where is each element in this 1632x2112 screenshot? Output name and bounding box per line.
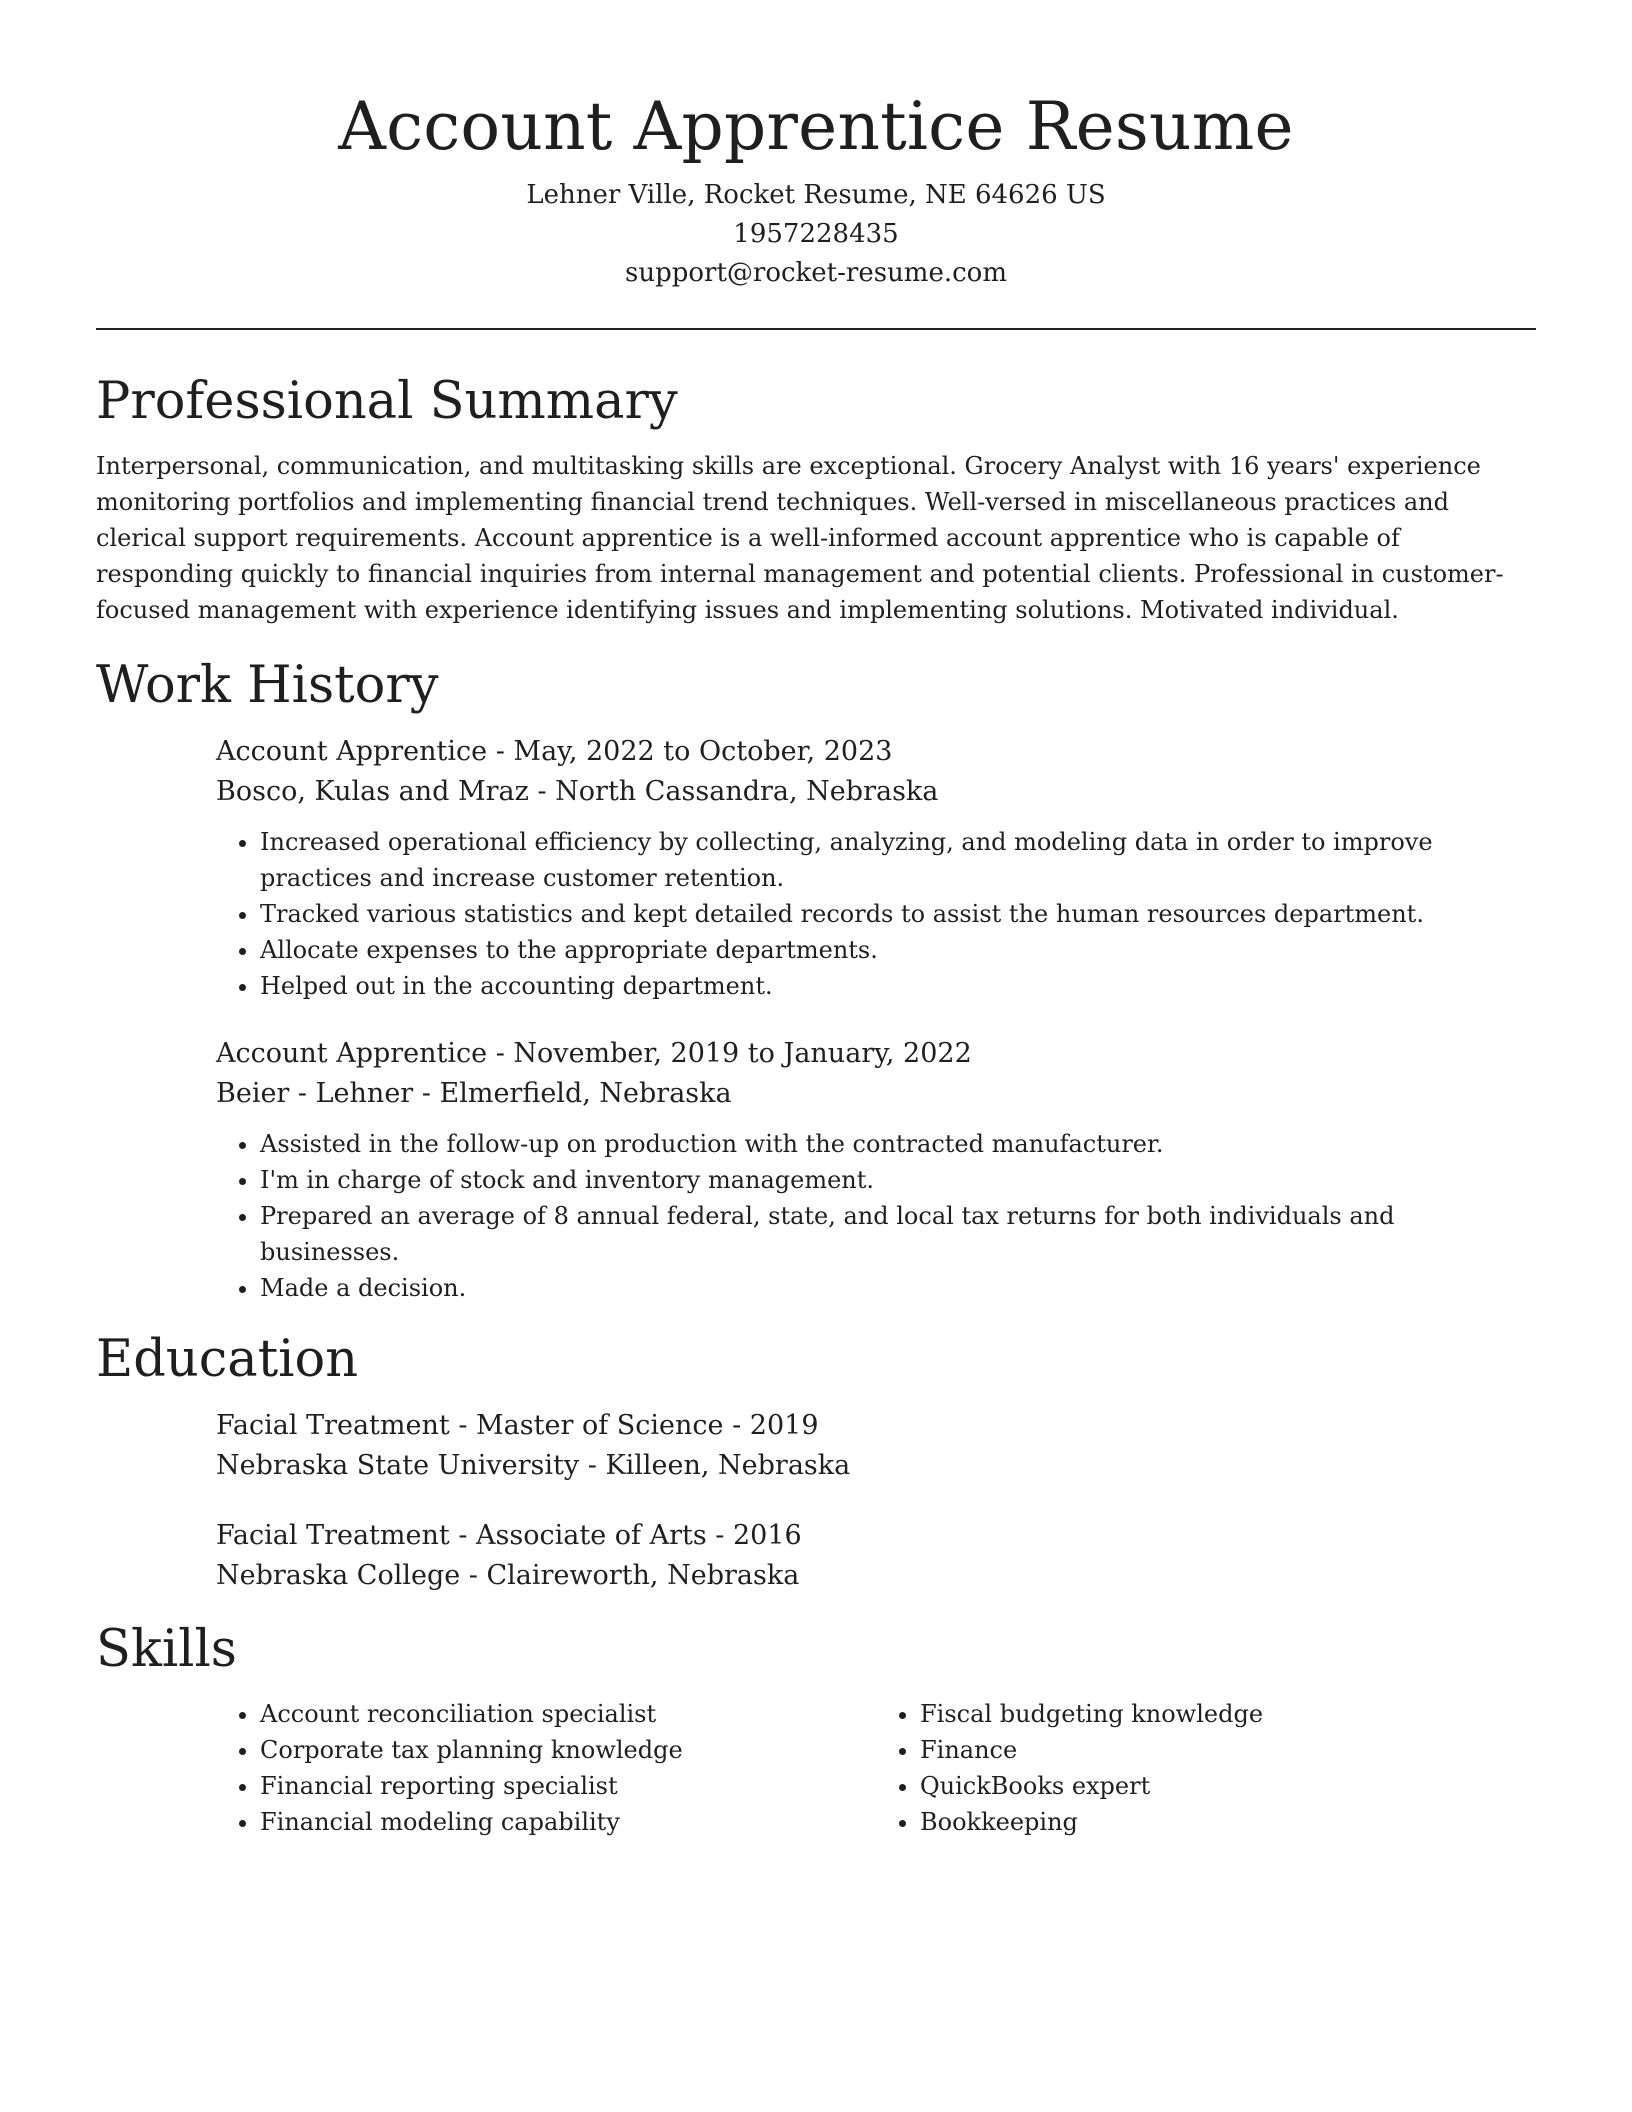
job-duties-list (216, 824, 1536, 1004)
education-year: - 2019 (723, 1410, 819, 1441)
summary-text: Interpersonal, communication, and multitasking skills are exceptional. Grocery Analyst with 16 years' experience monitoring portfolios and implementing financial trend techniques. Well-versed in miscellaneous practices and clerical support requirements. Account apprentice is a well-informed account apprentice who is capable of responding quickly to financial inquiries from internal management and potential clients. Professional in customer-focused management with experience identifying issues and implementing solutions. Motivated individual. (96, 452, 1504, 624)
list-item: • Helped out in the accounting department. (260, 968, 1536, 1004)
skills-heading: Skills (96, 1620, 237, 1679)
education-degree-line (216, 1516, 1536, 1556)
list-item: • Made a decision. (260, 1270, 1536, 1306)
resume-title: Account Apprentice Resume (338, 88, 1294, 165)
job-entry (216, 1034, 1536, 1306)
skills-list-right (876, 1696, 1536, 1840)
job-role: Account Apprentice (216, 736, 488, 767)
list-item: • Increased operational efficiency by collecting, analyzing, and modeling data in order to improve practices and increase customer retention. (260, 824, 1536, 896)
education-field: Facial Treatment (216, 1410, 450, 1441)
job-company: Bosco, Kulas and Mraz (216, 776, 529, 807)
list-item: • Account reconciliation specialist (260, 1696, 876, 1732)
list-item: • Corporate tax planning knowledge (260, 1732, 876, 1768)
resume-header (96, 0, 1536, 293)
education-location: - Killeen, Nebraska (579, 1450, 851, 1481)
list-item: • Allocate expenses to the appropriate departments. (260, 932, 1536, 968)
education-degree: - Master of Science (449, 1410, 724, 1441)
contact-address: Lehner Ville, Rocket Resume, NE 64626 US (526, 180, 1106, 210)
job-location: - Elmerfield, Nebraska (413, 1078, 732, 1109)
work-history-heading: Work History (96, 656, 439, 715)
list-item: • Prepared an average of 8 annual federal, state, and local tax returns for both individuals and businesses. (260, 1198, 1536, 1270)
job-company: Beier - Lehner (216, 1078, 414, 1109)
job-dates: - November, 2019 to January, 2022 (487, 1038, 972, 1069)
job-duties-list (216, 1126, 1536, 1306)
contact-email: support@rocket-resume.com (624, 258, 1007, 288)
list-item: • Fiscal budgeting knowledge (920, 1696, 1536, 1732)
list-item: • I'm in charge of stock and inventory management. (260, 1162, 1536, 1198)
contact-phone: 1957228435 (733, 219, 899, 249)
list-item: • Assisted in the follow-up on production with the contracted manufacturer. (260, 1126, 1536, 1162)
header-divider (96, 328, 1536, 330)
job-company-line (216, 1074, 1536, 1114)
education-school: Nebraska College (216, 1560, 461, 1591)
skills-list-left (216, 1696, 876, 1840)
education-degree-line (216, 1406, 1536, 1446)
education-school-line (216, 1446, 1536, 1486)
education-school: Nebraska State University (216, 1450, 580, 1481)
education-degree: - Associate of Arts (449, 1520, 707, 1551)
job-location: - North Cassandra, Nebraska (528, 776, 939, 807)
job-dates: - May, 2022 to October, 2023 (487, 736, 893, 767)
job-title-line (216, 1034, 1536, 1074)
list-item: • Finance (920, 1732, 1536, 1768)
education-year: - 2016 (706, 1520, 802, 1551)
list-item: • Financial reporting specialist (260, 1768, 876, 1804)
education-field: Facial Treatment (216, 1520, 450, 1551)
summary-heading: Professional Summary (96, 372, 678, 431)
job-role: Account Apprentice (216, 1038, 488, 1069)
job-title-line (216, 732, 1536, 772)
education-heading: Education (96, 1330, 359, 1389)
education-entry (216, 1406, 1536, 1486)
list-item: • QuickBooks expert (920, 1768, 1536, 1804)
list-item: • Tracked various statistics and kept detailed records to assist the human resources department. (260, 896, 1536, 932)
education-school-line (216, 1556, 1536, 1596)
job-company-line (216, 772, 1536, 812)
skills-grid (216, 1696, 1536, 1840)
list-item: • Bookkeeping (920, 1804, 1536, 1840)
education-location: - Claireworth, Nebraska (460, 1560, 800, 1591)
list-item: • Financial modeling capability (260, 1804, 876, 1840)
education-entry (216, 1516, 1536, 1596)
job-entry (216, 732, 1536, 1004)
